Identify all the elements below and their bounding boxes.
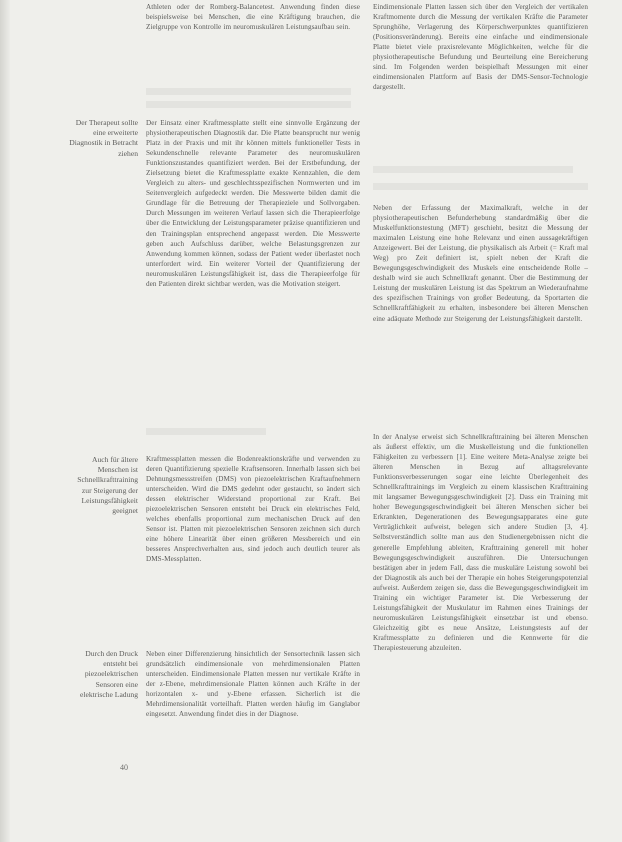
right-heading-faded (373, 166, 573, 173)
left-heading-faded-2 (146, 101, 351, 108)
right-paragraph-2: In der Analyse erweist sich Schnellkrafttraining bei älteren Menschen als äußerst effektiv, um die Muskelleistung und die funktionellen Fähigkeiten zu verbessern [1]. Eine weitere Meta-Analyse zeigte bei älteren Menschen in Bezug auf alltagsrelevante Funktionsverbesserungen sogar eine leichte Überlegenheit des Schnellkrafttrainings im Vergleich zu einem klassischen Krafttraining mit langsamer Bewegungsgeschwindigkeit [2]. Dass ein Training mit hoher Bewegungsgeschwindigkeit bei älteren Menschen sicher bei Erkrankten, Degenerationen des Bewegungsapparates eine gute Verträglichkeit aufweist, belegen sich andere Studien [3, 4]. Selbstverständlich sollte man aus den Studienergebnissen nicht die generelle Empfehlung ableiten, Krafttraining generell mit hoher Bewegungsgeschwindigkeit auszuführen. Die Untersuchungen bestätigen aber in jedem Fall, dass die muskuläre Leistung sowohl bei der Diagnostik als auch bei der Therapie ein hohes Steigerungspotenzial aufweist. Außerdem zeigen sie, dass die Bewegungsgeschwindigkeit im Training ein wichtiger Parameter ist. Die Verbesserung der Leistungsfähigkeit der Muskulatur im Rahmen eines Trainings der neuromuskulären Leistungsfähigkeit einsetzbar ist und ebenso. Gleichzeitig gibt es neue Ansätze, Leistungstests auf der Kraftmessplatte zu definieren und die Kennwerte für die Therapiesteuerung abzuleiten. (373, 433, 588, 652)
right-paragraph-0: Eindimensionale Platten lassen sich über den Vergleich der vertikalen Kraftmomente durch die Messung der vertikalen Kräfte die Parameter Sprunghöhe, Verlagerung des Körperschwerpunktes quantifizieren (Positionsveränderung). Bereits eine einfache und eindimensionale Platte bietet viele praxisrelevante Möglichkeiten, welche für die physiotherapeutische Befundung und Beurteilung eine Bereicherung sind. Im Folgenden werden beispielhaft Messungen mit einer eindimensionalen Plattform auf Basis der DMS-Sensor-Technologie dargestellt. (373, 3, 588, 92)
margin-note-2: Auch für ältere Menschen ist Schnellkrafttraining zur Steigerung der Leistungsfähigkeit geeignet (77, 455, 138, 516)
right-paragraph-1: Neben der Erfassung der Maximalkraft, welche in der physiotherapeutischen Befunderhebung standardmäßig über die Muskelfunktionstestung (MFT) geschieht, besitzt die Messung der maximalen Leistung eine hohe Relevanz und einen aussagekräftigen Anzeigewert. Bei der Leistung, die physikalisch als Arbeit (= Kraft mal Weg) pro Zeit definiert ist, spielt neben der Kraft die Bewegungsgeschwindigkeit des Muskels eine entscheidende Rolle – deshalb wird sie auch Schnellkraft genannt. Über die Bestimmung der Leistung der muskulären Leistung ist das Spektrum an Wiederaufnahme des spezifischen Trainings von großer Bedeutung, da Sportarten die Schnellkraftfähigkeit zu erhalten, insbesondere bei älteren Menschen eine adäquate Methode zur Steigerung der Leistungsfähigkeit darstellt. (373, 204, 588, 323)
margin-note-1: Der Therapeut sollte eine erweiterte Diagnostik in Betracht ziehen (69, 118, 138, 158)
left-paragraph-2: Kraftmessplatten messen die Bodenreaktionskräfte und verwenden zu deren Quantifizierung spezielle Kraftsensoren. Innerhalb lassen sich bei Dehnungsmessstreifen (DMS) von piezoelektrischen Kraftaufnehmern unterscheiden. Wird die DMS gedehnt oder gestaucht, so ändert sich dessen elektrischer Widerstand proportional zur Kraft. Bei piezoelektrischen Sensoren entsteht bei Druck ein elektrisches Feld, welches ebenfalls proportional zum mechanischen Druck auf den Sensor ist. Platten mit piezoelektrischen Sensoren zeichnen sich durch eine höhere Linearität über einen größeren Messbereich und ein besseres Ansprechverhalten aus, sind jedoch auch deutlich teurer als DMS-Messplatten. (146, 455, 360, 564)
page-number: 40 (120, 763, 128, 772)
page-spine-shadow (0, 0, 10, 842)
left-heading-faded (146, 88, 351, 95)
right-heading-faded-2 (373, 183, 588, 190)
left-paragraph-1: Der Einsatz einer Kraftmessplatte stellt eine sinnvolle Ergänzung der physiotherapeutischen Diagnostik dar. Die Platte beansprucht nur wenig Platz in der Praxis und mit ihr können mittels funktioneller Tests in Sekundenschnelle relevante Parameter des neuromuskulären Funktionszustandes quantifiziert werden. Bei der Erstbefundung, der Zielsetzung bietet die Kraftmessplatte exakte Kennzahlen, die dem Vergleich zu alters- und geschlechtsspezifischen Normwerten und im Seitenvergleich aufgedeckt werden. Die Messwerte bilden damit die Grundlage für die Betreuung der Therapieziele und Sollvorgaben. Durch Messungen im weiteren Verlauf lassen sich die Therapieerfolge über die Entwicklung der Leistungsparameter präzise quantifizieren und den Trainingsplan entsprechend angepasst werden. Die Messwerte geben auch Aufschluss darüber, welche Belastungsgrenzen zur Anwendung kommen können, sodass der Patient weder überlastet noch unterfordert wird. Ein weiterer Vorteil der Quantifizierung der neuromuskulären Leistungsfähigkeit ist, dass die Therapieerfolge für den Patienten direkt sichtbar werden, was die Motivation steigert. (146, 119, 360, 288)
left-paragraph-3: Neben einer Differenzierung hinsichtlich der Sensortechnik lassen sich grundsätzlich eindimensionale von mehrdimensionalen Platten unterscheiden. Eindimensionale Platten messen nur vertikale Kräfte in der z-Ebene, mehrdimensionale Platten können auch Kräfte in der horizontalen x- und y-Ebene erfassen. Sicherlich ist die Mehrdimensionalität vorteilhaft. Platten werden häufig im Ganglabor eingesetzt. Anwendung findet dies in der Diagnose. (146, 650, 360, 719)
margin-note-3: Durch den Druck entsteht bei piezoelektrischen Sensoren eine elektrische Ladung (80, 649, 138, 699)
left-subheading-faded (146, 428, 266, 435)
left-paragraph-0: Athleten oder der Romberg-Balancetest. Anwendung finden diese beispielsweise bei Menschen, die eine Kräftigung brauchen, die Zielgruppe von Kontrolle im neuromuskulären Leistungsaufbau sein. (146, 3, 360, 32)
